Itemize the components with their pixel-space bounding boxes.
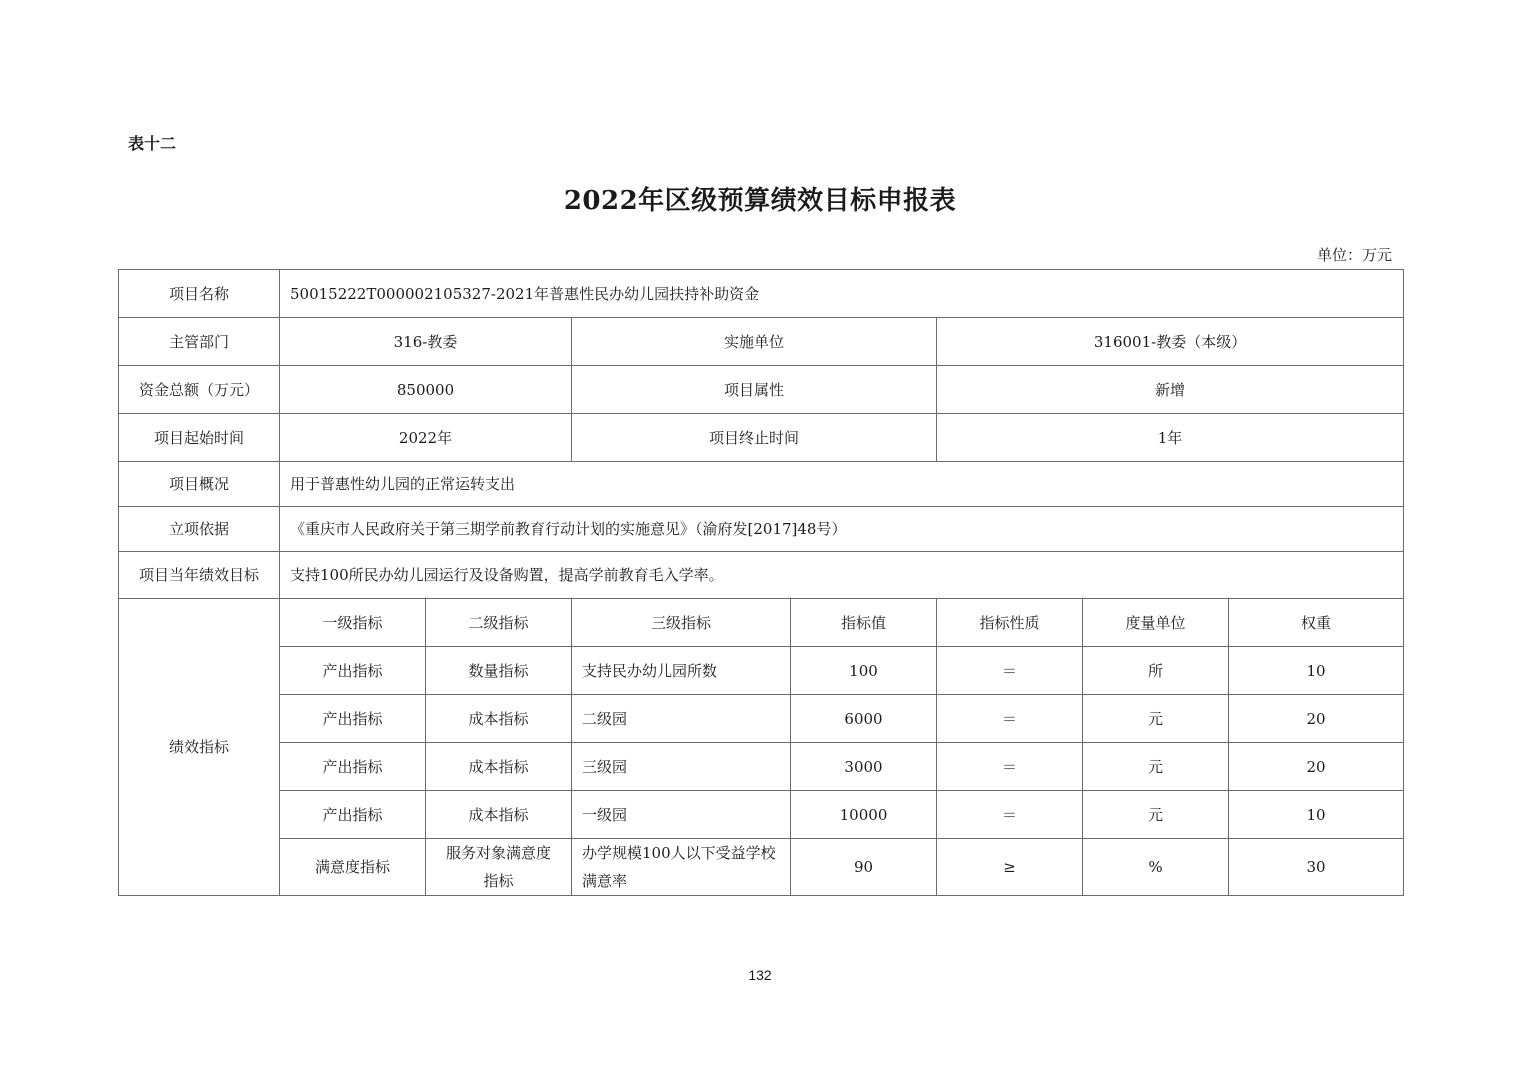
weight-cell: 10 <box>1229 647 1404 695</box>
level2-cell: 成本指标 <box>426 791 572 839</box>
value-cell: 10000 <box>791 791 937 839</box>
header-nature: 指标性质 <box>937 599 1083 647</box>
level3-cell: 支持民办幼儿园所数 <box>572 647 791 695</box>
table-label: 表十二 <box>128 134 177 153</box>
row-funds <box>119 366 1404 414</box>
unit-label: 单位：万元 <box>1316 246 1392 264</box>
indicator-row <box>119 695 1404 743</box>
end-value: 1年 <box>937 414 1404 462</box>
attr-value: 新增 <box>937 366 1404 414</box>
header-unit: 度量单位 <box>1083 599 1229 647</box>
value-cell: 3000 <box>791 743 937 791</box>
nature-cell: ＝ <box>937 743 1083 791</box>
performance-target-table <box>118 269 1404 896</box>
header-level1: 一级指标 <box>280 599 426 647</box>
header-level2: 二级指标 <box>426 599 572 647</box>
unit-cell: 元 <box>1083 743 1229 791</box>
level1-cell: 产出指标 <box>280 743 426 791</box>
document-title: 2022年区级预算绩效目标申报表 <box>563 186 957 216</box>
header-weight: 权重 <box>1229 599 1404 647</box>
project-name-label: 项目名称 <box>119 270 280 318</box>
overview-label: 项目概况 <box>119 462 280 507</box>
impl-label: 实施单位 <box>572 318 937 366</box>
weight-cell: 10 <box>1229 791 1404 839</box>
indicator-header-row <box>119 599 1404 647</box>
level2-cell: 成本指标 <box>426 695 572 743</box>
value-cell: 90 <box>791 839 937 896</box>
page-number: 132 <box>748 967 772 983</box>
unit-cell: 元 <box>1083 695 1229 743</box>
goal-label: 项目当年绩效目标 <box>119 552 280 599</box>
level3-cell: 一级园 <box>572 791 791 839</box>
row-project-name <box>119 270 1404 318</box>
level3-cell: 三级园 <box>572 743 791 791</box>
weight-cell: 20 <box>1229 695 1404 743</box>
funds-label: 资金总额（万元） <box>119 366 280 414</box>
indicator-row <box>119 791 1404 839</box>
level1-cell: 产出指标 <box>280 647 426 695</box>
nature-cell: ＝ <box>937 647 1083 695</box>
level2-cell: 数量指标 <box>426 647 572 695</box>
project-name-value: 50015222T000002105327-2021年普惠性民办幼儿园扶持补助资金 <box>280 270 1404 318</box>
row-goal <box>119 552 1404 599</box>
funds-value: 850000 <box>280 366 572 414</box>
start-value: 2022年 <box>280 414 572 462</box>
level1-cell: 产出指标 <box>280 695 426 743</box>
unit-cell: 所 <box>1083 647 1229 695</box>
weight-cell: 20 <box>1229 743 1404 791</box>
nature-cell: ＝ <box>937 791 1083 839</box>
unit-cell: 元 <box>1083 791 1229 839</box>
indicator-row <box>119 743 1404 791</box>
basis-value: 《重庆市人民政府关于第三期学前教育行动计划的实施意见》（渝府发[2017]48号） <box>280 507 1404 552</box>
header-level3: 三级指标 <box>572 599 791 647</box>
value-cell: 100 <box>791 647 937 695</box>
level3-cell: 二级园 <box>572 695 791 743</box>
row-overview <box>119 462 1404 507</box>
weight-cell: 30 <box>1229 839 1404 896</box>
overview-value: 用于普惠性幼儿园的正常运转支出 <box>280 462 1404 507</box>
attr-label: 项目属性 <box>572 366 937 414</box>
level3-cell: 办学规模100人以下受益学校满意率 <box>572 839 791 896</box>
nature-cell: ≥ <box>937 839 1083 896</box>
dept-value: 316-教委 <box>280 318 572 366</box>
indicators-section-label: 绩效指标 <box>119 599 280 896</box>
nature-cell: ＝ <box>937 695 1083 743</box>
start-label: 项目起始时间 <box>119 414 280 462</box>
row-basis <box>119 507 1404 552</box>
level2-cell: 成本指标 <box>426 743 572 791</box>
goal-value: 支持100所民办幼儿园运行及设备购置，提高学前教育毛入学率。 <box>280 552 1404 599</box>
impl-value: 316001-教委（本级） <box>937 318 1404 366</box>
dept-label: 主管部门 <box>119 318 280 366</box>
indicator-row <box>119 647 1404 695</box>
level1-cell: 产出指标 <box>280 791 426 839</box>
value-cell: 6000 <box>791 695 937 743</box>
header-value: 指标值 <box>791 599 937 647</box>
level1-cell: 满意度指标 <box>280 839 426 896</box>
level2-cell: 服务对象满意度指标 <box>426 839 572 896</box>
end-label: 项目终止时间 <box>572 414 937 462</box>
unit-cell: % <box>1083 839 1229 896</box>
row-period <box>119 414 1404 462</box>
row-dept <box>119 318 1404 366</box>
indicator-row <box>119 839 1404 896</box>
basis-label: 立项依据 <box>119 507 280 552</box>
